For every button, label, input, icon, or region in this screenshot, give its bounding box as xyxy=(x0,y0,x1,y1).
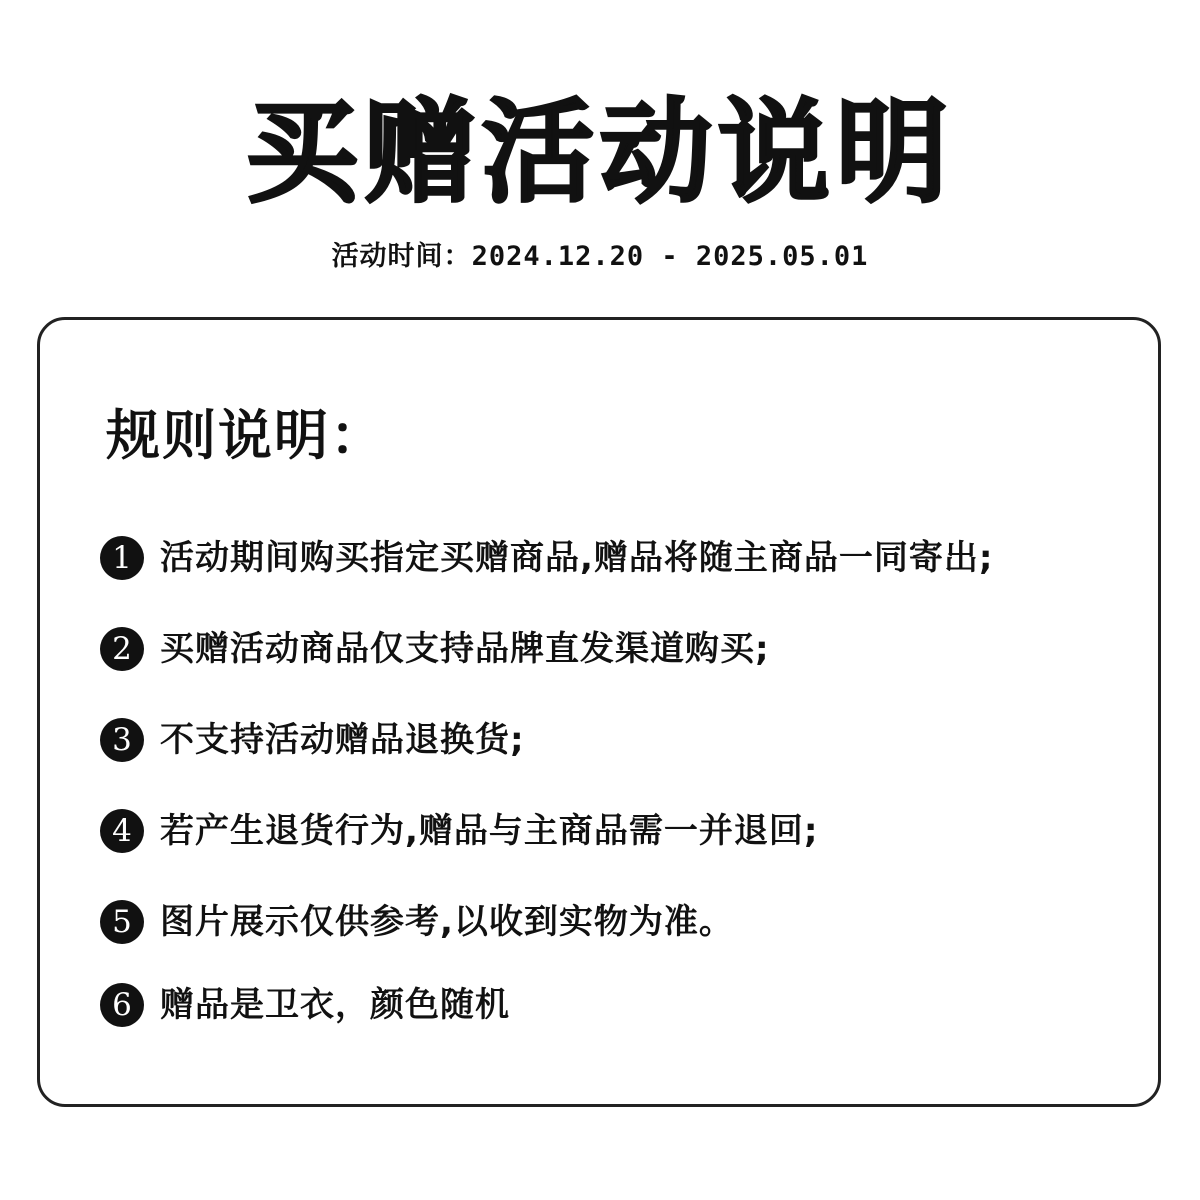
activity-period-value: 2024.12.20 - 2025.05.01 xyxy=(471,241,869,272)
rule-text: 不支持活动赠品退换货; xyxy=(160,720,525,760)
rule-number-badge: 2 xyxy=(100,627,144,671)
rule-item-4 xyxy=(100,811,1140,851)
rules-card xyxy=(37,317,1161,1107)
rule-text: 图片展示仅供参考,以收到实物为准。 xyxy=(160,902,734,942)
rule-list xyxy=(100,538,1140,1076)
rule-text: 买赠活动商品仅支持品牌直发渠道购买; xyxy=(160,629,770,669)
rule-number-badge: 4 xyxy=(100,809,144,853)
rule-item-6 xyxy=(100,985,1140,1025)
rule-number-badge: 3 xyxy=(100,718,144,762)
rule-item-1 xyxy=(100,538,1140,578)
page-title: 买赠活动说明 xyxy=(246,88,954,218)
rule-number-badge: 6 xyxy=(100,983,144,1027)
rule-item-2 xyxy=(100,629,1140,669)
activity-period xyxy=(0,234,1200,273)
rules-heading: 规则说明： xyxy=(106,404,386,467)
rule-number-badge: 1 xyxy=(100,536,144,580)
rule-text: 活动期间购买指定买赠商品,赠品将随主商品一同寄出; xyxy=(160,538,994,578)
rule-text: 赠品是卫衣，颜色随机 xyxy=(160,985,510,1025)
activity-period-label: 活动时间： xyxy=(331,241,472,272)
rule-item-5 xyxy=(100,902,1140,942)
rule-number-badge: 5 xyxy=(100,900,144,944)
rule-item-3 xyxy=(100,720,1140,760)
rule-text: 若产生退货行为,赠品与主商品需一并退回; xyxy=(160,811,819,851)
